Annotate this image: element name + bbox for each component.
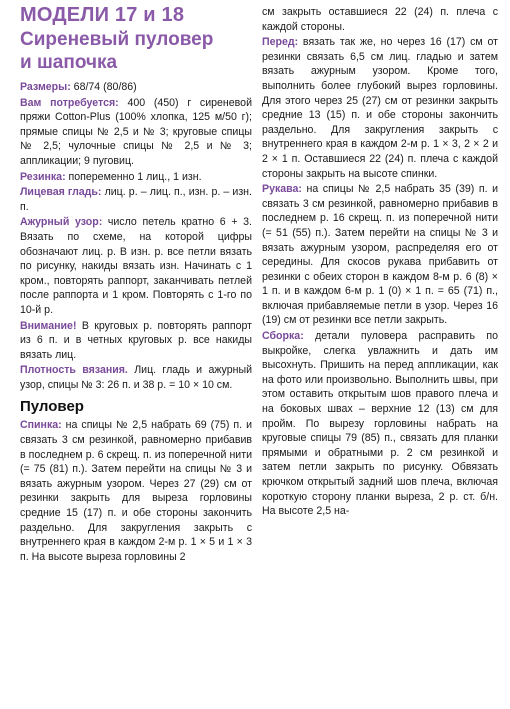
lace-paragraph <box>20 215 252 317</box>
density-text: Лиц. гладь и ажурный узор, спицы № 3: 26 п. и 38 р. = 10 × 10 см. <box>20 364 252 391</box>
front-label: Перед: <box>262 36 299 49</box>
subtitle-line-2: и шапочка <box>20 52 118 73</box>
materials-paragraph <box>20 96 252 169</box>
sleeves-label: Рукава: <box>262 183 302 196</box>
rib-text: попеременно 1 лиц., 1 изн. <box>65 170 202 183</box>
model-subtitle <box>20 28 252 74</box>
materials-label: Вам потребуется: <box>20 96 119 109</box>
sizes-label: Размеры: <box>20 81 71 93</box>
assembly-paragraph <box>262 329 498 519</box>
density-paragraph <box>20 363 252 392</box>
sizes-paragraph <box>20 80 252 95</box>
left-column <box>20 0 252 565</box>
attention-paragraph <box>20 319 252 363</box>
assembly-text: детали пуловера расправить по выкройке, слегка увлажнить и дать им высохнуть. Пришить на перед аппликации, как на фото или произвольно. Выполнить швы, при этом оставить открытым шов правого плеча и на боковых швах – верхние 12 (13) см для пройм. По вырезу горловины набрать на круговые спицы 79 (85) п., связать для планки прямыми и обратными р. 2 см резинкой и затем петли закрыть по рисунку. Обвязать крючком открытый задний шов плеча, включая короткую сторону планки вырезa, 2 р. ст. б/н. На высоте 2,5 на- <box>262 330 498 518</box>
sizes-text: 68/74 (80/86) <box>70 81 137 93</box>
sleeves-paragraph <box>262 182 498 328</box>
rib-paragraph <box>20 170 252 185</box>
attention-text: В круговых р. повторять раппорт из 6 п. и в четных круговых р. все накиды вязать лиц. <box>20 319 252 361</box>
front-paragraph <box>262 35 498 181</box>
stockinette-paragraph <box>20 185 252 214</box>
materials-text: 400 (450) г сиреневой пряжи Cotton-Plus (100% хлопка, 125 м/50 г); прямые спицы № 2,5 и № 3; круговые спицы № 2,5; чулочные спицы № 2,5 и № 3; аппликации; 9 пуговиц. <box>20 96 252 167</box>
back-label: Спинка: <box>20 419 62 432</box>
attention-label: Внимание! <box>20 319 77 332</box>
back-paragraph <box>20 418 252 564</box>
rib-label: Резинка: <box>20 170 66 183</box>
lace-text: число петель кратно 6 + 3. Вязать по схеме, на которой цифры обозначают лиц. р. В изн. р. все петли вязать по рисунку, накиды вязать изн. Начинать с 1 кром., повторять раппорт, заканчивать петлей после раппорта и 1 кром. Повторять с 1-го по 10-й р. <box>20 216 252 316</box>
stockinette-label: Лицевая гладь: <box>20 186 102 199</box>
front-text: вязать так же, но через 16 (17) см от резинки связать 6,5 см лиц. гладью и затем вязать ажурным узором. Кроме того, выполнить более глубокий вырез горловины. Для этого через 25 (27) см от резинки закрыть средние 13 (15) п. и обе стороны закончить раздельно. Для закругления закрыть с внутреннего края в каждом 2-м р. 1 × 3, 2 × 2 и 2 × 1 п. Оставшиеся 22 (24) п. плеча с каждой стороны закрыть на высоте спинки. <box>262 36 498 180</box>
subtitle-line-1: Сиреневый пуловер <box>20 29 214 50</box>
model-title: МОДЕЛИ 17 и 18 <box>20 4 185 26</box>
stockinette-text: лиц. р. – лиц. п., изн. р. – изн. п. <box>20 186 252 213</box>
back-text: на спицы № 2,5 набрать 69 (75) п. и связать 3 см резинкой, равномерно прибавив в последнем р. 6 скрещ. п. из поперечной нити (= 75 (81) п.). Затем перейти на спицы № 3 и вязать ажурным узором. Через 27 (29) см от резинки закрыть для выреза горловины средние 15 (17) п. и обе стороны закончить раздельно. Для закругления закрыть с внутреннего края в каждом 2-м р. 1 × 5 и 1 × 3 п. На высоте выреза горловины 2 <box>20 419 252 563</box>
right-column <box>262 0 498 520</box>
lace-label: Ажурный узор: <box>20 216 103 229</box>
sleeves-text: на спицы № 2,5 набрать 35 (39) п. и связать 3 см резинкой, равномерно прибавив в последнем р. 16 скрещ. п. из поперечной нити (= 51 (55) п.). Затем перейти на спицы № 3 и вязать ажурным узором, распределяя его от середины. Для скосов рукава прибавить от резинки с обеих сторон в каждом 8-м р. 6 (8) × 1 п. и в каждом 6-м р. 1 (0) × 1 п. = 65 (71) п., включая прибавляемые петли в узор. Через 16 (19) см от резинки все петли закрыть. <box>262 183 498 327</box>
density-label: Плотность вязания. <box>20 364 128 377</box>
assembly-label: Сборка: <box>262 330 304 343</box>
back-continued-paragraph <box>262 5 498 34</box>
pullover-heading: Пуловер <box>20 398 84 416</box>
back-continued-text: см закрыть оставшиеся 22 (24) п. плеча с каждой стороны. <box>262 6 498 33</box>
